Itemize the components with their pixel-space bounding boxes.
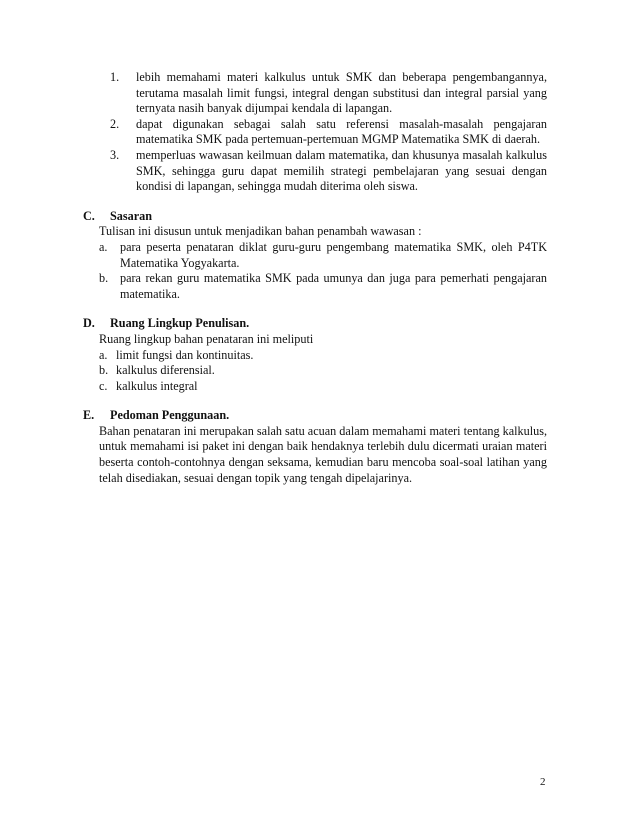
list-item-text: para rekan guru matematika SMK pada umunya dan juga para pemerhati pengajaran matematika. — [120, 271, 547, 301]
section-pedoman — [83, 408, 547, 486]
section-title: Ruang Lingkup Penulisan. — [110, 316, 250, 331]
list-item — [99, 379, 547, 395]
list-item-text: kalkulus integral — [116, 378, 198, 393]
list-item — [110, 117, 547, 148]
section-title: Sasaran — [110, 208, 152, 223]
list-marker: a. — [99, 239, 108, 254]
section-letter: D. — [83, 316, 95, 331]
section-intro: Tulisan ini disusun untuk menjadikan bahan penambah wawasan : — [99, 224, 422, 239]
section-title: Pedoman Penggunaan. — [110, 408, 230, 423]
list-marker: 1. — [110, 70, 120, 84]
list-item-text: limit fungsi dan kontinuitas. — [116, 347, 254, 362]
section-heading — [83, 209, 547, 225]
section-body — [83, 224, 547, 302]
list-item-text: lebih memahami materi kalkulus untuk SMK dan beberapa pengembangannya, terutama masalah limit fungsi, integral dengan substitusi dan integral parsial yang ternyata nasih banyak dijumpai kendala di lapangan. — [136, 70, 547, 116]
list-item-text: dapat digunakan sebagai salah satu referensi masalah-masalah pengajaran matematika SMK pada pertemuan-pertemuan MGMP Matematika SMK di daerah. — [136, 116, 547, 147]
section-letter: E. — [83, 408, 95, 423]
section-sasaran — [83, 209, 547, 303]
list-marker: 2. — [110, 116, 120, 131]
section-body — [83, 424, 547, 486]
page-content — [83, 70, 547, 486]
list-item — [99, 363, 547, 379]
section-body — [83, 332, 547, 394]
list-item — [110, 148, 547, 195]
page-number: 2 — [540, 776, 546, 788]
list-marker: a. — [99, 347, 108, 362]
list-item — [99, 271, 547, 302]
list-marker: 3. — [110, 147, 120, 162]
scope-list — [99, 348, 547, 395]
list-item — [110, 70, 547, 117]
section-heading — [83, 316, 547, 332]
list-item-text: kalkulus diferensial. — [116, 363, 215, 378]
list-item — [99, 348, 547, 364]
target-list — [99, 240, 547, 302]
list-item-text: para peserta penataran diklat guru-guru pengembang matematika SMK, oleh P4TK Matematika Yogyakarta. — [120, 239, 547, 270]
list-item-text: memperluas wawasan keilmuan dalam matematika, dan khusunya masalah kalkulus SMK, sehingga guru dapat memilih strategi pembelajaran yang sesuai dengan kondisi di lapangan, sehingga mudah diterima oleh siswa. — [136, 147, 547, 194]
list-marker: b. — [99, 271, 109, 286]
section-paragraph: Bahan penataran ini merupakan salah satu acuan dalam memahami materi tentang kalkulus, untuk memahami isi paket ini dengan baik hendaknya terlebih dulu dicermati uraian materi beserta contoh-contohnya dengan seksama, kemudian baru mencoba soal-soal latihan yang telah disediakan, sesuai dengan topik yang tengah dipelajarinya. — [99, 423, 547, 485]
section-heading — [83, 408, 547, 424]
section-intro: Ruang lingkup bahan penataran ini meliputi — [99, 331, 314, 346]
section-ruang-lingkup — [83, 316, 547, 394]
list-item — [99, 240, 547, 271]
section-letter: C. — [83, 208, 95, 223]
list-marker: b. — [99, 363, 109, 378]
list-marker: c. — [99, 378, 108, 393]
purpose-list — [110, 70, 547, 195]
